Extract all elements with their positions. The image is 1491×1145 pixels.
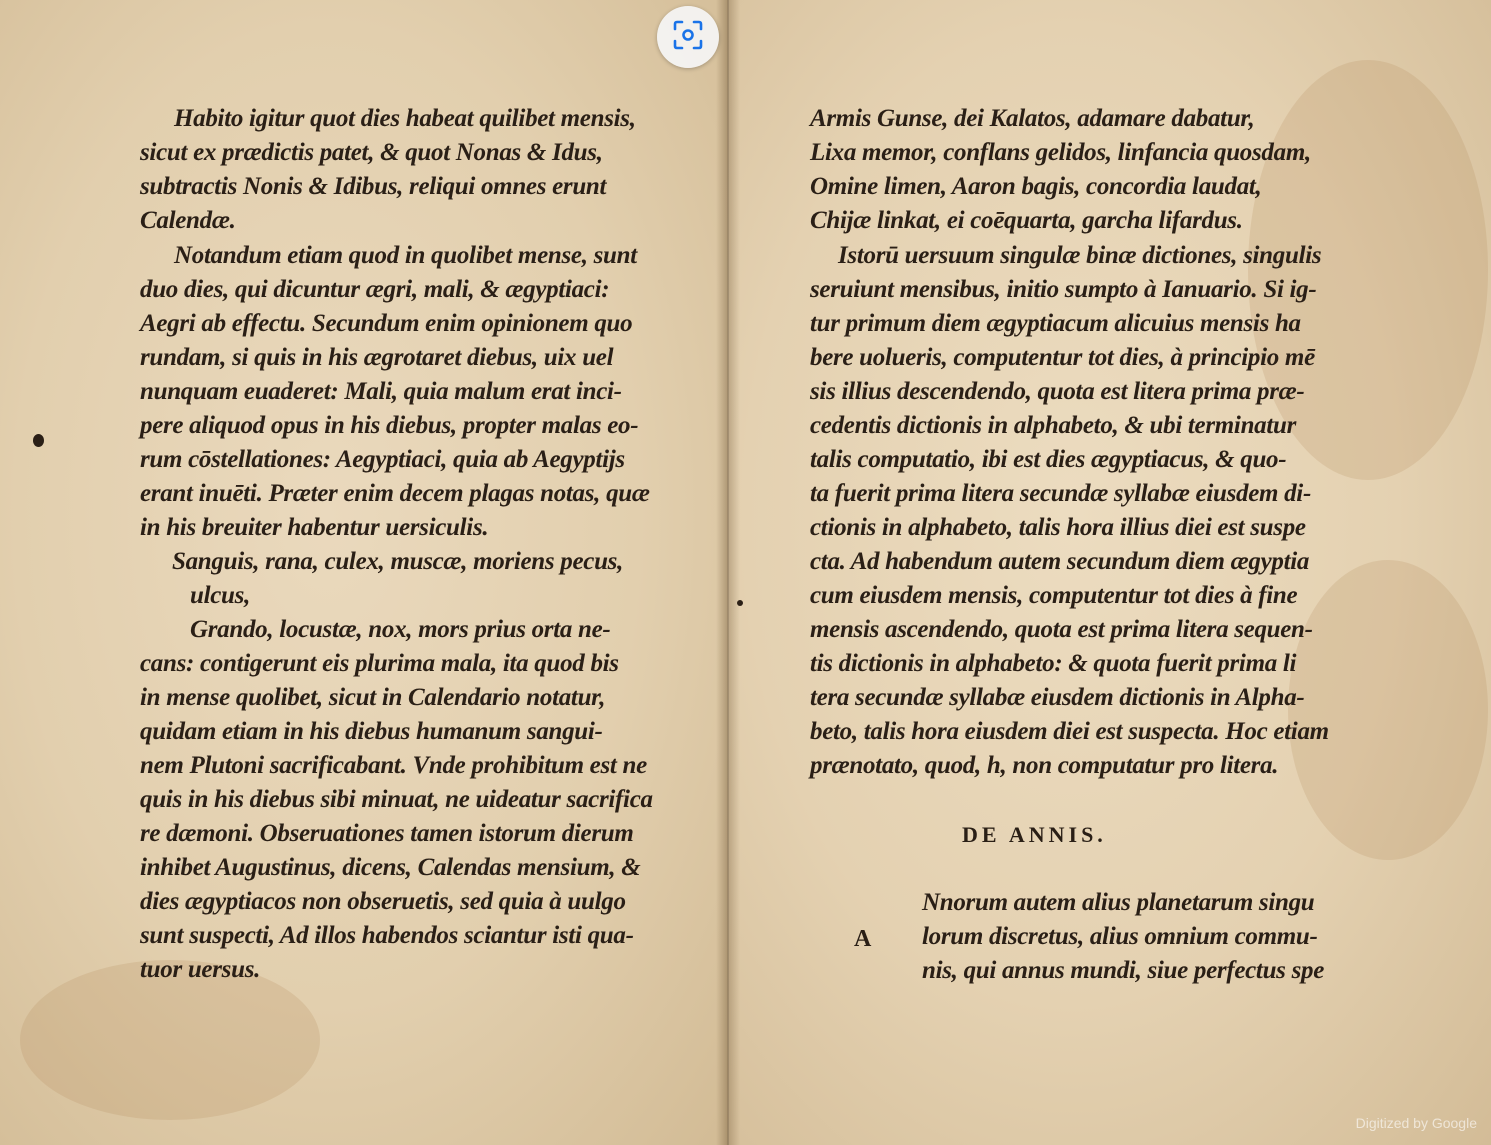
lens-search-icon	[671, 18, 705, 57]
verse-line: Lixa memor, conflans gelidos, linfancia quosdam,	[810, 139, 1311, 166]
lens-search-button[interactable]	[657, 6, 719, 68]
text-line: cta. Ad habendum autem secundum diem ægyptia	[810, 548, 1310, 575]
initial-letter: A	[854, 926, 872, 952]
left-page	[0, 0, 728, 1145]
text-line: Habito igitur quot dies habeat quilibet mensis,	[174, 105, 636, 132]
text-line: Nnorum autem alius planetarum singu	[922, 889, 1315, 916]
text-line: lorum discretus, alius omnium commu-	[922, 923, 1318, 950]
text-line: talis computatio, ibi est dies ægyptiacus, & quo-	[810, 446, 1287, 473]
text-line: bere uolueris, computentur tot dies, à principio mē	[810, 344, 1315, 371]
verse-line: Omine limen, Aaron bagis, concordia laudat,	[810, 173, 1262, 200]
text-line: sicut ex prædictis patet, & quot Nonas & Idus,	[140, 139, 603, 166]
text-line: cedentis dictionis in alphabeto, & ubi terminatur	[810, 412, 1297, 439]
text-line: Notandum etiam quod in quolibet mense, sunt	[174, 242, 637, 269]
text-line: nunquam euaderet: Mali, quia malum erat inci-	[140, 378, 622, 405]
text-line: cans: contigerunt eis plurima mala, ita quod bis	[140, 650, 619, 677]
text-line: tera secundæ syllabæ eiusdem dictionis in Alpha-	[810, 684, 1305, 711]
verse-line: ulcus,	[190, 582, 251, 609]
text-line: ta fuerit prima litera secundæ syllabæ eiusdem di-	[810, 480, 1311, 507]
text-line: nis, qui annus mundi, siue perfectus spe	[922, 957, 1324, 984]
text-line: inhibet Augustinus, dicens, Calendas mensium, &	[140, 854, 641, 881]
text-line: tis dictionis in alphabeto: & quota fuerit prima li	[810, 650, 1297, 677]
text-line: quis in his diebus sibi minuat, ne uideatur sacrifica	[140, 786, 653, 813]
text-line: ctionis in alphabeto, talis hora illius diei est suspe	[810, 514, 1306, 541]
text-line: re dæmoni. Obseruationes tamen istorum dierum	[140, 820, 634, 847]
text-line: sunt suspecti, Ad illos habendos sciantur isti qua-	[140, 922, 634, 949]
text-line: in his breuiter habentur uersiculis.	[140, 514, 489, 541]
right-page	[728, 0, 1491, 1145]
section-heading: DE ANNIS.	[962, 822, 1107, 847]
text-line: sis illius descendendo, quota est litera prima præ-	[810, 378, 1305, 405]
text-line: erant inuēti. Præter enim decem plagas notas, quæ	[140, 480, 650, 507]
verse-line: Grando, locustæ, nox, mors prius orta ne-	[190, 616, 611, 643]
verse-line: Chijæ linkat, ei coēquarta, garcha lifardus.	[810, 207, 1243, 234]
watermark: Digitized by Google	[1355, 1115, 1477, 1131]
text-line: Calendæ.	[140, 207, 236, 234]
verse-line: Armis Gunse, dei Kalatos, adamare dabatur,	[810, 105, 1255, 132]
text-line: mensis ascendendo, quota est prima litera sequen-	[810, 616, 1313, 643]
text-line: rum cōstellationes: Aegyptiaci, quia ab Aegyptijs	[140, 446, 625, 473]
text-line: beto, talis hora eiusdem diei est suspecta. Hoc etiam	[810, 718, 1329, 745]
text-line: quidam etiam in his diebus humanum sangui-	[140, 718, 603, 745]
text-line: Istorū uersuum singulæ binæ dictiones, singulis	[838, 242, 1322, 269]
text-line: rundam, si quis in his ægrotaret diebus, uix uel	[140, 344, 614, 371]
verse-line: Sanguis, rana, culex, muscæ, moriens pecus,	[172, 548, 624, 575]
text-line: cum eiusdem mensis, computentur tot dies à fine	[810, 582, 1298, 609]
text-line: dies ægyptiacos non obseruetis, sed quia à uulgo	[140, 888, 626, 915]
text-line: tuor uersus.	[140, 956, 261, 983]
text-line: seruiunt mensibus, initio sumpto à Ianuario. Si ig-	[810, 276, 1317, 303]
text-line: nem Plutoni sacrificabant. Vnde prohibitum est ne	[140, 752, 647, 779]
ink-speck	[33, 434, 44, 447]
text-line: tur primum diem ægyptiacum alicuius mensis ha	[810, 310, 1301, 337]
text-line: duo dies, qui dicuntur ægri, mali, & ægyptiaci:	[140, 276, 610, 303]
text-line: pere aliquod opus in his diebus, propter malas eo-	[140, 412, 639, 439]
book-gutter	[716, 0, 740, 1145]
text-line: Aegri ab effectu. Secundum enim opinionem quo	[140, 310, 633, 337]
text-line: prænotato, quod, h, non computatur pro litera.	[810, 752, 1279, 779]
paper-stain	[1288, 560, 1488, 860]
text-line: in mense quolibet, sicut in Calendario notatur,	[140, 684, 606, 711]
text-line: subtractis Nonis & Idibus, reliqui omnes erunt	[140, 173, 607, 200]
